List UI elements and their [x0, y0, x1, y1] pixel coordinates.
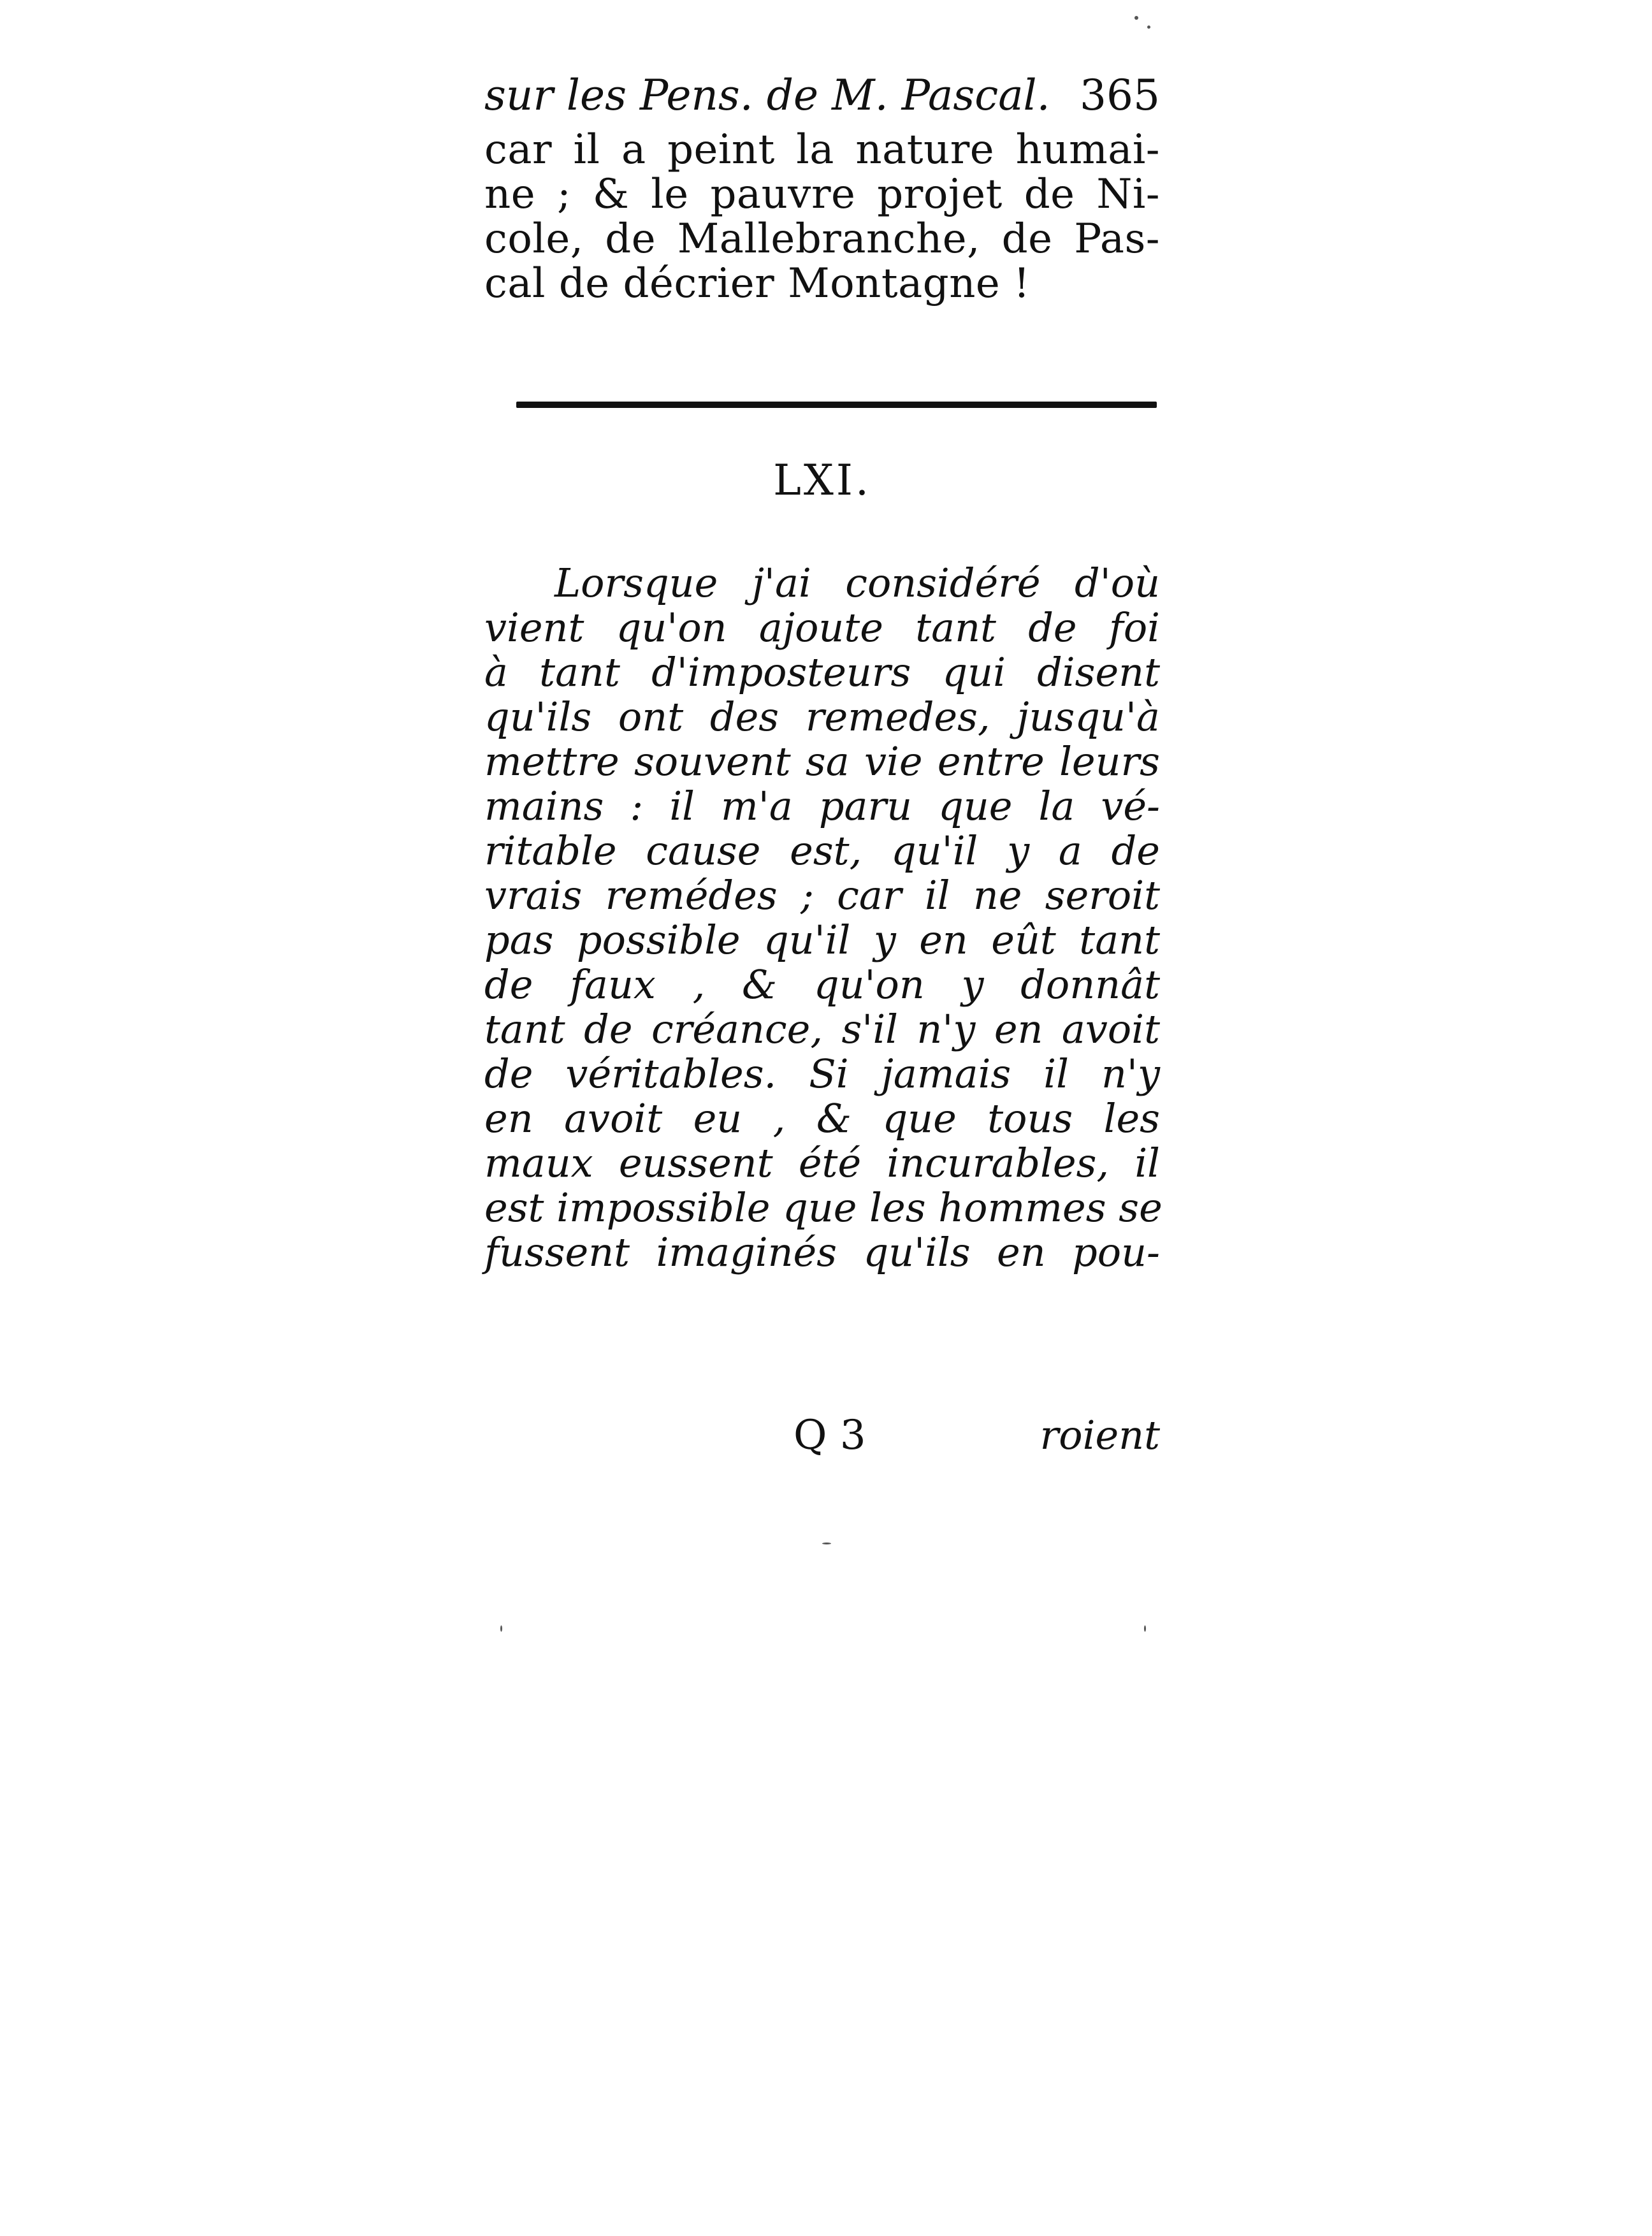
text-line: mains : il m'a paru que la vé- — [484, 783, 1160, 829]
text-line: mettre souvent sa vie entre leurs — [484, 738, 1160, 785]
scan-speck — [1134, 16, 1138, 20]
section-divider-rule — [516, 402, 1157, 408]
text-line: cal de décrier Montagne ! — [484, 260, 1031, 307]
text-line: ne ; & le pauvre projet de Ni- — [484, 171, 1160, 218]
page-footer — [484, 1412, 1160, 1463]
running-title: sur les Pens. de M. Pascal. — [484, 71, 1050, 120]
text-line: est impossible que les hommes se — [484, 1184, 1163, 1231]
text-line: de véritables. Si jamais il n'y — [484, 1050, 1160, 1097]
text-line: cole, de Mallebranche, de Pas- — [484, 215, 1160, 263]
scan-speck — [1144, 1625, 1146, 1632]
section-heading: LXI. — [773, 456, 871, 505]
text-line: vient qu'on ajoute tant de foi — [484, 604, 1160, 651]
text-line: de faux , & qu'on y donnât — [484, 961, 1160, 1008]
text-line: vrais remédes ; car il ne seroit — [484, 872, 1160, 918]
signature-mark: Q 3 — [793, 1412, 866, 1459]
quote-paragraph — [484, 560, 1163, 1275]
text-line: à tant d'imposteurs qui disent — [484, 649, 1160, 695]
text-line: qu'ils ont des remedes, jusqu'à — [484, 693, 1160, 740]
text-line: pas possible qu'il y en eût tant — [484, 917, 1160, 963]
top-paragraph — [484, 127, 1160, 306]
scan-speck — [500, 1625, 502, 1632]
scan-speck — [1147, 25, 1150, 29]
scan-speck — [822, 1543, 831, 1544]
text-line: maux eussent été incurables, il — [484, 1140, 1160, 1186]
text-line: Lorsque j'ai considéré d'où — [554, 560, 1160, 606]
text-line: fussent imaginés qu'ils en pou- — [484, 1229, 1160, 1275]
catchword: roient — [1040, 1412, 1160, 1458]
running-header — [484, 73, 1160, 118]
text-line: en avoit eu , & que tous les — [484, 1095, 1160, 1142]
text-line: ritable cause est, qu'il y a de — [484, 827, 1160, 874]
text-line: car il a peint la nature humai- — [484, 126, 1160, 173]
page-number: 365 — [1080, 71, 1160, 120]
text-line: tant de créance, s'il n'y en avoit — [484, 1006, 1160, 1052]
